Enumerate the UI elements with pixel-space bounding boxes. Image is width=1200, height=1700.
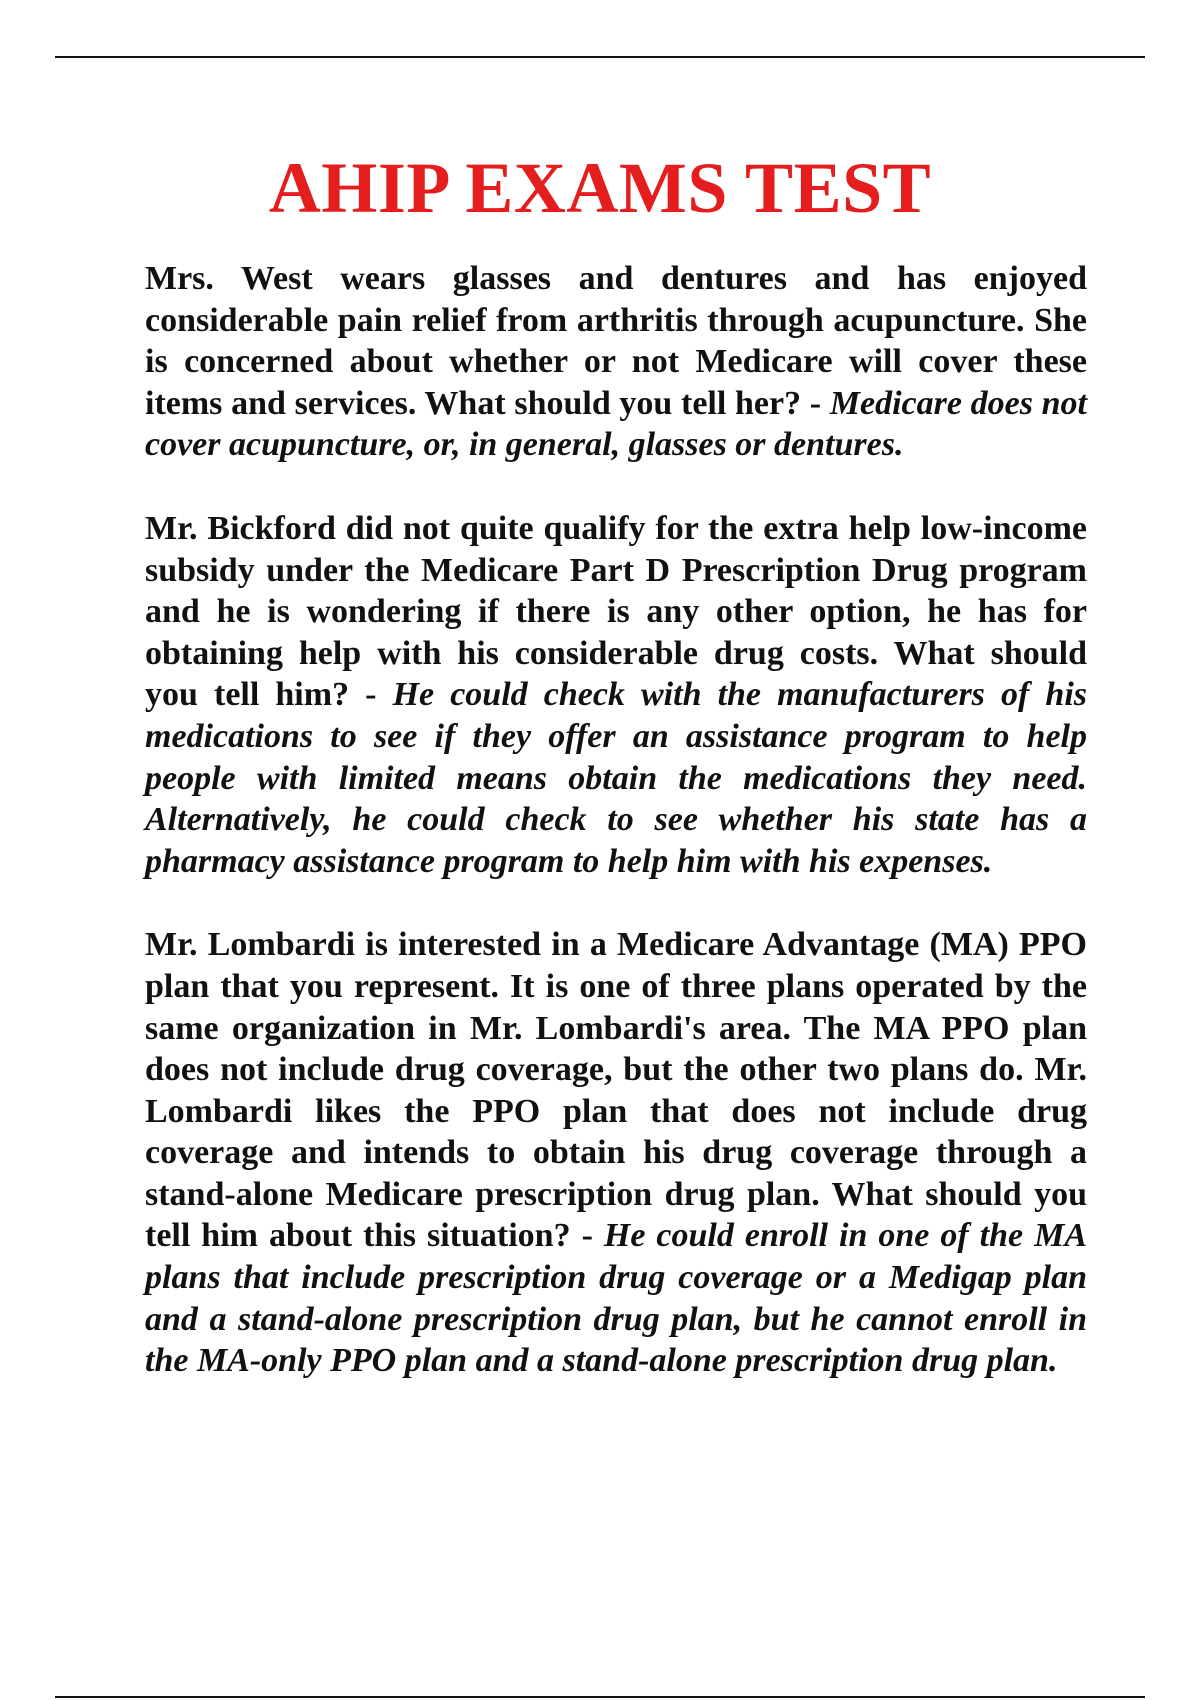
qa-separator: - — [801, 384, 830, 422]
question-text: Mrs. West wears glasses and dentures and has enjoyed considerable pain relief from arthritis through acupuncture. She is concerned about whether or not Medicare will cover these items and services. What should you tell her? — [145, 260, 1087, 422]
question-text: Mr. Lombardi is interested in a Medicare Advantage (MA) PPO plan that you represent. It is one of three plans operated by the same organization in Mr. Lombardi's area. The MA PPO plan does not include drug coverage, but the other two plans do. Mr. Lombardi likes the PPO plan that does not include drug coverage and intends to obtain his drug coverage through a stand-alone Medicare prescription drug plan. What should you tell him about this situation? — [145, 926, 1087, 1255]
answer-text: He could enroll in one of the MA plans that include prescription drug coverage or a Medigap plan and a stand-alone prescription drug plan, but he cannot enroll in the MA-only PPO plan and a stand-alone prescription drug plan. — [145, 1217, 1087, 1380]
qa-separator: - — [349, 676, 393, 714]
qa-separator: - — [570, 1217, 604, 1255]
answer-text: He could check with the manufacturers of his medications to see if they offer an assistance program to help people with limited means obtain the medications they need. Alternatively, he could check to see whether his state has a pharmacy assistance program to help him with his expenses. — [145, 676, 1087, 880]
qa-item — [145, 924, 1087, 1382]
bottom-rule — [55, 1696, 1145, 1698]
document-body — [145, 258, 1087, 1424]
answer-text: Medicare does not cover acupuncture, or, in general, glasses or dentures. — [145, 384, 1087, 464]
question-text: Mr. Bickford did not quite qualify for the extra help low-income subsidy under the Medicare Part D Prescription Drug program and he is wondering if there is any other option, he has for obtaining help with his considerable drug costs. What should you tell him? — [145, 509, 1087, 714]
qa-item — [145, 508, 1087, 882]
top-rule — [55, 56, 1145, 58]
document-title: AHIP EXAMS TEST — [268, 148, 932, 228]
qa-item — [145, 258, 1087, 466]
